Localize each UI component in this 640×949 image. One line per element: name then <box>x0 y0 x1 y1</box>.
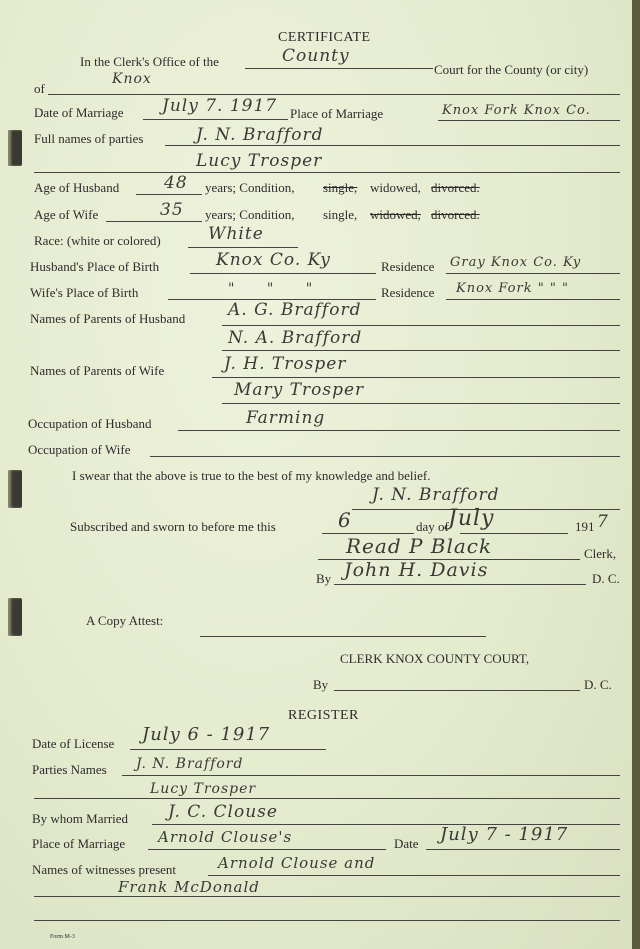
attest-by-label: By <box>313 677 329 692</box>
certificate-title: CERTIFICATE <box>278 30 371 45</box>
race-label: Race: (white or colored) <box>34 233 161 248</box>
of-label: of <box>34 81 45 96</box>
husband-residence-value: Gray Knox Co. Ky <box>450 255 582 270</box>
form-number: Form M-3 <box>50 934 75 940</box>
register-date-value: July 7 - 1917 <box>440 824 569 845</box>
parties-names-label: Parties Names <box>32 762 107 777</box>
binder-clip-top <box>8 130 22 166</box>
race-value: White <box>208 224 264 244</box>
county-value: Knox <box>112 71 152 87</box>
husband-birth-label: Husband's Place of Birth <box>30 259 160 274</box>
occupation-wife-label: Occupation of Wife <box>28 442 131 457</box>
clerk-court-label: CLERK KNOX COUNTY COURT, <box>340 651 530 666</box>
register-party1-value: J. N. Brafford <box>136 756 244 772</box>
wife-residence-value: Knox Fork " " " <box>456 281 569 296</box>
wife-residence-label: Residence <box>381 285 435 300</box>
place-of-marriage-label: Place of Marriage <box>290 106 384 121</box>
husband-residence-label: Residence <box>381 259 435 274</box>
swear-statement: I swear that the above is true to the best of my knowledge and belief. <box>72 468 431 483</box>
parents-husband-1-value: A. G. Brafford <box>228 300 362 320</box>
register-party2-value: Lucy Trosper <box>150 781 257 797</box>
clerk-signature: Read P Black <box>346 534 493 558</box>
date-of-license-value: July 6 - 1917 <box>142 724 271 745</box>
year-prefix-label: 191 <box>575 519 595 534</box>
by-label: By <box>316 571 332 586</box>
dc-label: D. C. <box>592 571 620 586</box>
year-suffix-value: 7 <box>597 512 609 532</box>
age-wife-label: Age of Wife <box>34 207 99 222</box>
occupation-husband-value: Farming <box>246 408 326 428</box>
court-for-county-label: Court for the County (or city) <box>434 62 589 77</box>
date-of-marriage-value: July 7. 1917 <box>162 96 278 116</box>
party2-value: Lucy Trosper <box>196 151 323 171</box>
page-edge-shadow <box>632 0 640 949</box>
years-condition-label: years; Condition, <box>205 180 295 195</box>
wife-birth-value: " " " <box>228 281 327 297</box>
by-whom-married-value: J. C. Clouse <box>168 802 278 822</box>
witness1-value: Arnold Clouse and <box>218 854 376 872</box>
register-place-label: Place of Marriage <box>32 836 126 851</box>
witnesses-label: Names of witnesses present <box>32 862 177 877</box>
date-of-license-label: Date of License <box>32 736 115 751</box>
place-of-marriage-value: Knox Fork Knox Co. <box>442 103 591 118</box>
full-names-label: Full names of parties <box>34 131 144 146</box>
subscribed-month-value: July <box>448 506 495 531</box>
parents-wife-1-value: J. H. Trosper <box>224 354 347 374</box>
witness2-value: Frank McDonald <box>118 878 260 896</box>
wife-divorced-option: divorced. <box>431 207 480 222</box>
swear-signature: J. N. Brafford <box>372 485 500 505</box>
widowed-option: widowed, <box>370 180 421 195</box>
occupation-husband-label: Occupation of Husband <box>28 416 152 431</box>
attest-dc-label: D. C. <box>584 677 612 692</box>
parents-husband-label: Names of Parents of Husband <box>30 311 186 326</box>
wife-single-option: single, <box>323 207 358 222</box>
parents-wife-2-value: Mary Trosper <box>234 380 365 400</box>
wife-widowed-option: widowed, <box>370 207 421 222</box>
age-husband-label: Age of Husband <box>34 180 120 195</box>
day-of-label: day of <box>416 519 449 534</box>
subscribed-label: Subscribed and sworn to before me this <box>70 519 276 534</box>
clerk-label: Clerk, <box>584 546 617 561</box>
wife-birth-label: Wife's Place of Birth <box>30 285 139 300</box>
age-husband-value: 48 <box>164 173 188 193</box>
binder-clip-bottom <box>8 598 22 636</box>
in-clerks-office-label: In the Clerk's Office of the <box>80 54 219 69</box>
wife-years-condition-label: years; Condition, <box>205 207 295 222</box>
party1-value: J. N. Brafford <box>196 125 324 145</box>
deputy-signature: John H. Davis <box>344 559 489 581</box>
single-option: single, <box>323 180 358 195</box>
register-date-label: Date <box>394 836 419 851</box>
divorced-option: divorced. <box>431 180 480 195</box>
register-place-value: Arnold Clouse's <box>158 828 293 846</box>
by-whom-married-label: By whom Married <box>32 811 129 826</box>
register-title: REGISTER <box>288 708 359 723</box>
court-name-value: County <box>282 46 350 66</box>
parents-wife-label: Names of Parents of Wife <box>30 363 165 378</box>
parents-husband-2-value: N. A. Brafford <box>228 328 363 348</box>
date-of-marriage-label: Date of Marriage <box>34 105 124 120</box>
subscribed-day-value: 6 <box>338 508 352 532</box>
husband-birth-value: Knox Co. Ky <box>216 250 331 270</box>
binder-clip-middle <box>8 470 22 508</box>
age-wife-value: 35 <box>160 200 184 220</box>
copy-attest-label: A Copy Attest: <box>86 613 164 628</box>
